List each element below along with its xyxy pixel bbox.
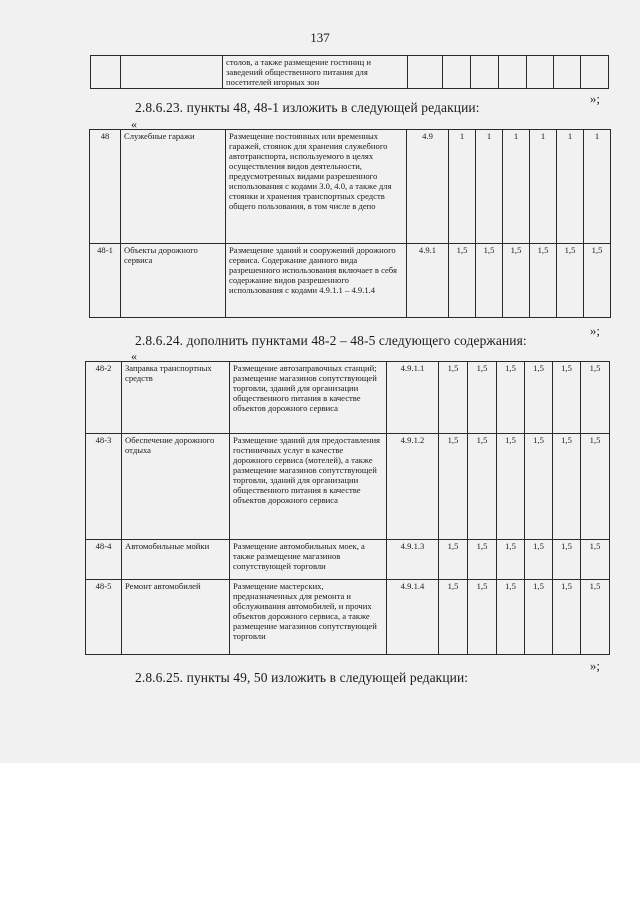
row-name: Объекты дорожного сервиса <box>121 244 226 318</box>
close-quote: »; <box>589 658 600 673</box>
row-value: 1,5 <box>581 434 610 540</box>
table-section-48 <box>89 129 611 318</box>
row-value: 1,5 <box>525 580 553 655</box>
row-description: Размещение автомобильных моек, а также размещение магазинов сопутствующей торговли <box>230 540 387 580</box>
row-value: 1,5 <box>468 362 497 434</box>
section-heading: 2.8.6.25. пункты 49, 50 изложить в следующей редакции: <box>135 670 469 685</box>
row-number: 48-3 <box>86 434 122 540</box>
row-value: 1,5 <box>525 540 553 580</box>
row-value: 1 <box>557 130 584 244</box>
row-description: Размещение зданий и сооружений дорожного сервиса. Содержание данного вида разрешенного использования включает в себя содержание видов разрешенного использования с кодами 4.9.1.1 – 4.9.1.4 <box>226 244 407 318</box>
row-value: 1,5 <box>584 244 611 318</box>
row-code: 4.9.1.4 <box>387 580 439 655</box>
row-value: 1,5 <box>468 434 497 540</box>
row-description: Размещение зданий для предоставления гостиничных услуг в качестве дорожного сервиса (мотелей), а также размещение магазинов сопутствующей торговли, зданий для организации общественного питания в качестве объектов дорожного сервиса <box>230 434 387 540</box>
row-name: Автомобильные мойки <box>122 540 230 580</box>
table-row <box>86 434 610 540</box>
row-value: 1,5 <box>525 362 553 434</box>
row-name: Служебные гаражи <box>121 130 226 244</box>
open-quote: « <box>131 117 137 131</box>
section-heading: 2.8.6.24. дополнить пунктами 48-2 – 48-5 следующего содержания: <box>135 333 527 348</box>
row-value: 1,5 <box>497 540 525 580</box>
row-value: 1,5 <box>439 434 468 540</box>
row-number: 48-1 <box>90 244 121 318</box>
section-heading: 2.8.6.23. пункты 48, 48-1 изложить в следующей редакции: <box>135 100 480 115</box>
row-value: 1,5 <box>530 244 557 318</box>
row-number: 48 <box>90 130 121 244</box>
row-value: 1,5 <box>439 362 468 434</box>
row-value: 1,5 <box>449 244 476 318</box>
table-row <box>86 540 610 580</box>
row-code: 4.9.1 <box>407 244 449 318</box>
row-value: 1,5 <box>503 244 530 318</box>
row-value: 1,5 <box>553 362 581 434</box>
row-number: 48-4 <box>86 540 122 580</box>
row-value: 1,5 <box>497 580 525 655</box>
row-value: 1,5 <box>468 580 497 655</box>
row-value: 1,5 <box>553 434 581 540</box>
table-row <box>86 580 610 655</box>
row-description: Размещение мастерских, предназначенных для ремонта и обслуживания автомобилей, и прочих объектов дорожного сервиса, а также размещение магазинов сопутствующей торговли <box>230 580 387 655</box>
open-quote: « <box>131 349 137 363</box>
row-value: 1,5 <box>525 434 553 540</box>
row-value: 1,5 <box>439 540 468 580</box>
row-code: 4.9.1.2 <box>387 434 439 540</box>
close-quote: »; <box>589 323 600 338</box>
row-value: 1 <box>503 130 530 244</box>
row-value: 1,5 <box>497 362 525 434</box>
table-section-48-2-5 <box>85 361 610 655</box>
row-number: 48-2 <box>86 362 122 434</box>
page-number: 137 <box>310 30 330 45</box>
close-quote: »; <box>589 91 600 106</box>
row-value: 1 <box>449 130 476 244</box>
row-value: 1,5 <box>553 580 581 655</box>
row-name: Обеспечение дорожного отдыха <box>122 434 230 540</box>
row-description: Размещение постоянных или временных гаражей, стоянок для хранения служебного автотранспорта, используемого в целях осуществления видов деятельности, предусмотренных видами разрешенного использования с кодами 3.0, 4.0, а также для стоянки и хранения транспортных средств общего пользования, в том числе в депо <box>226 130 407 244</box>
row-value: 1,5 <box>468 540 497 580</box>
row-code: 4.9.1.1 <box>387 362 439 434</box>
row-value: 1,5 <box>581 580 610 655</box>
row-value: 1 <box>476 130 503 244</box>
row-value: 1 <box>584 130 611 244</box>
row-value: 1,5 <box>581 362 610 434</box>
table-fragment-top <box>90 55 609 89</box>
row-code: 4.9 <box>407 130 449 244</box>
row-value: 1,5 <box>439 580 468 655</box>
row-description: Размещение автозаправочных станций; размещение магазинов сопутствующей торговли, зданий для организации общественного питания в качестве объектов дорожного сервиса <box>230 362 387 434</box>
row-value: 1,5 <box>553 540 581 580</box>
table-row <box>90 244 611 318</box>
row-value: 1,5 <box>581 540 610 580</box>
row-description: столов, а также размещение гостиниц и заведений общественного питания для посетителей игорных зон <box>223 56 408 89</box>
row-value: 1,5 <box>476 244 503 318</box>
row-value: 1,5 <box>557 244 584 318</box>
row-name: Ремонт автомобилей <box>122 580 230 655</box>
row-name: Заправка транспортных средств <box>122 362 230 434</box>
row-code: 4.9.1.3 <box>387 540 439 580</box>
table-row <box>91 56 609 89</box>
table-row <box>86 362 610 434</box>
row-number: 48-5 <box>86 580 122 655</box>
table-row <box>90 130 611 244</box>
row-value: 1,5 <box>497 434 525 540</box>
row-value: 1 <box>530 130 557 244</box>
